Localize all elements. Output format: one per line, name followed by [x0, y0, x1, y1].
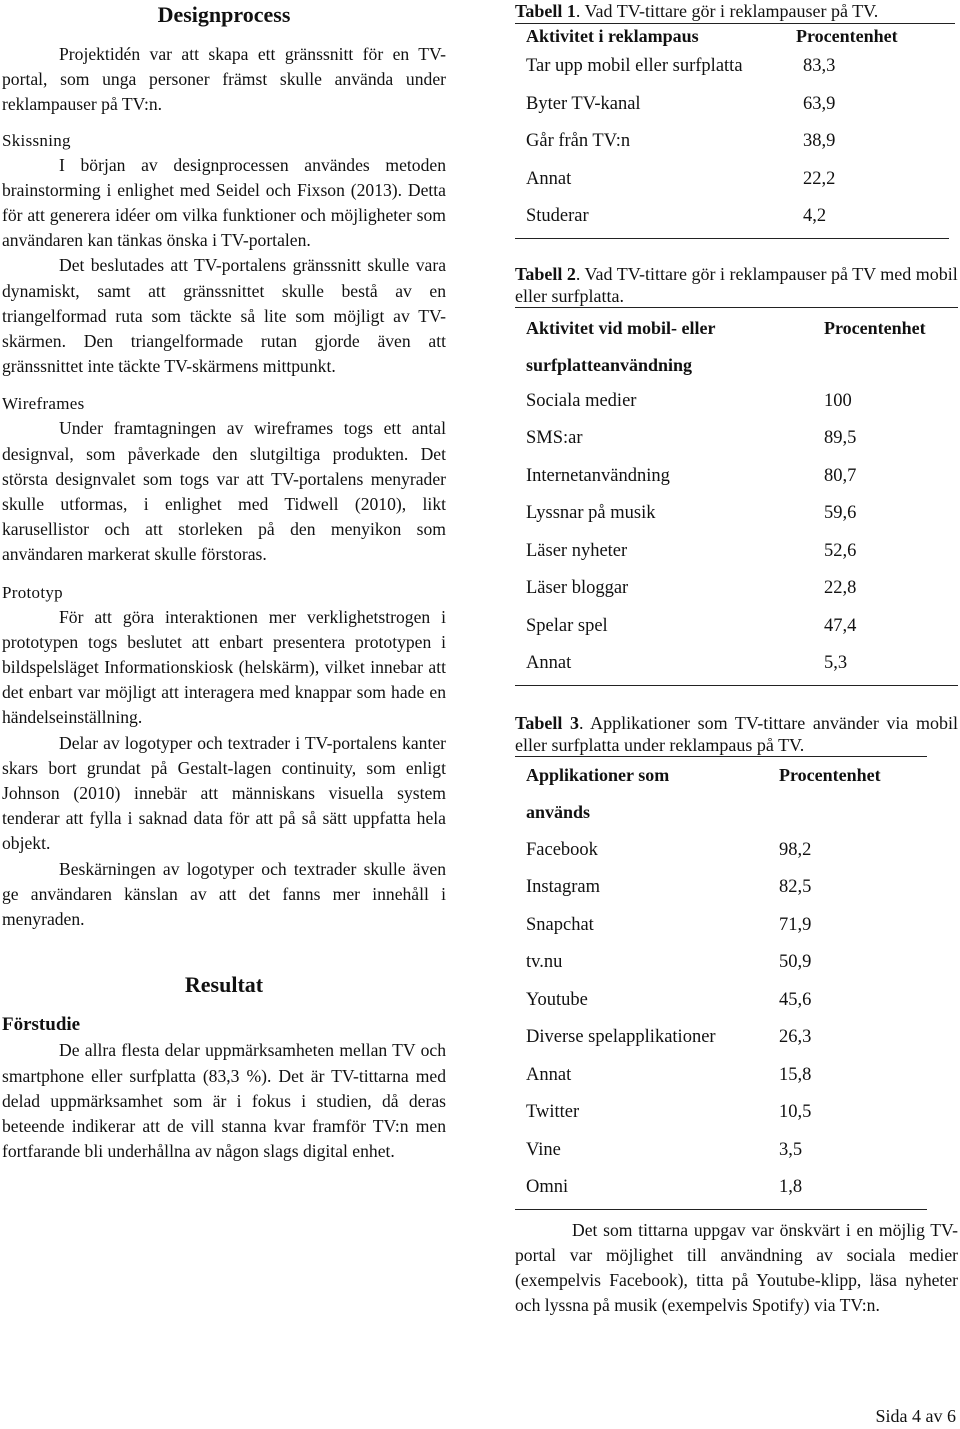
table-row: [515, 608, 958, 646]
table-cell-name: Annat: [526, 653, 572, 674]
table-row: [515, 1132, 958, 1170]
table-row: [515, 645, 958, 683]
page-number: Sida 4 av 6: [875, 1406, 956, 1426]
table-cell-value: 59,6: [824, 503, 857, 524]
table-cell-value: 50,9: [779, 952, 812, 973]
table-cell-name: Omni: [526, 1177, 569, 1198]
table-2-label: Tabell 2: [515, 263, 576, 284]
table-2-header-col1: Aktivitet vid mobil- eller: [526, 317, 716, 338]
table-cell-name: Vine: [526, 1139, 561, 1160]
table-cell-value: 22,8: [824, 578, 857, 599]
table-3-header: [515, 757, 958, 832]
table-cell-value: 5,3: [824, 653, 848, 674]
table-row: [515, 1057, 958, 1095]
table-row: [515, 570, 958, 608]
table-1-header: [515, 24, 958, 48]
table-1-caption: [515, 0, 958, 22]
table-2-body: [515, 383, 958, 683]
table-cell-name: SMS:ar: [526, 428, 583, 449]
table-row: [515, 944, 958, 982]
left-column: [2, 0, 446, 1164]
table-1-header-col1: Aktivitet i reklampaus: [526, 25, 699, 46]
table-row: [515, 383, 958, 421]
table-1-caption-text: . Vad TV-tittare gör i reklampauser på TV.: [575, 1, 879, 21]
table-cell-name: Annat: [526, 168, 572, 189]
section-heading-designprocess: Designprocess: [157, 2, 291, 27]
table-cell-name: Youtube: [526, 989, 588, 1010]
table-cell-name: Facebook: [526, 839, 598, 860]
table-cell-value: 82,5: [779, 877, 812, 898]
table-row: [515, 420, 958, 458]
right-column: [515, 0, 958, 1318]
table-cell-value: 4,2: [803, 206, 827, 227]
table-cell-name: Annat: [526, 1064, 572, 1085]
table-row: [515, 907, 958, 945]
table-row: [515, 1169, 958, 1207]
table-cell-value: 22,2: [803, 168, 836, 189]
prototyp-paragraph-2: Delar av logotyper och textrader i TV-portalens kanter skars bort grundat på Gestalt-lagen continuity, som enligt Johnson (2010) innebär att människans visuella system tenderar att fylla i saknad data för att på så sätt uppfatta hela objekt.: [2, 732, 446, 854]
table-row: [515, 123, 958, 161]
table-1-body: [515, 48, 958, 236]
table-2-caption: [515, 263, 958, 307]
wireframes-paragraph: Under framtagningen av wireframes togs ett antal designval, som påverkade den slutgiltiga produkten. Det största designvalet som togs var att TV-portalens menyrader skulle utformas, i enlighet med Tidwell (2010), likt karusellistor och att storleken på den menyikon som användaren markerat skulle förstoras.: [2, 418, 446, 565]
table-cell-name: tv.nu: [526, 952, 563, 973]
table-cell-name: Sociala medier: [526, 390, 637, 411]
subheading-wireframes: Wireframes: [2, 394, 85, 414]
section-heading-resultat: Resultat: [184, 972, 264, 998]
table-cell-name: Byter TV-kanal: [526, 93, 641, 114]
skissning-paragraph-1: I början av designprocessen användes metoden brainstorming i enlighet med Seidel och Fixson (2013). Detta för att generera idéer om vilka funktioner och möjligheter som användaren kan tänkas önska i TV-portalen.: [2, 154, 446, 251]
subheading-skissning: Skissning: [2, 130, 71, 150]
table-2: [515, 263, 958, 686]
forstudie-paragraph: De allra flesta delar uppmärksamheten mellan TV och smartphone eller surfplatta (83,3 %). Det är TV-tittarna med delad uppmärksamhet som är i fokus i studien, då deras beteende indikerar att de vill stanna kvar framför TV:n men fortfarande bli underhållna av någon slags digital enhet.: [2, 1040, 446, 1162]
table-cell-value: 83,3: [803, 56, 836, 77]
table-3-caption-text: . Applikationer som TV-tittare använder via mobil eller surfplatta under reklampaus på TV.: [515, 712, 959, 755]
table-row: [515, 458, 958, 496]
table-cell-name: Går från TV:n: [526, 131, 631, 152]
table-3-body: [515, 832, 958, 1207]
table-2-header-col2: Procentenhet: [824, 317, 926, 338]
table-cell-value: 71,9: [779, 914, 812, 935]
table-row: [515, 982, 958, 1020]
table-cell-name: Tar upp mobil eller surfplatta: [526, 56, 743, 77]
table-cell-value: 1,8: [779, 1177, 803, 1198]
table-3-header-col1b: används: [526, 801, 591, 822]
table-3-label: Tabell 3: [515, 712, 579, 733]
table-cell-name: Läser nyheter: [526, 540, 628, 561]
table-2-header-col1b: surfplatteanvändning: [526, 354, 693, 375]
table-cell-value: 52,6: [824, 540, 857, 561]
table-row: [515, 86, 958, 124]
table-2-header: [515, 308, 958, 383]
table-cell-name: Studerar: [526, 206, 589, 227]
intro-paragraph: Projektidén var att skapa ett gränssnitt för en TV-portal, som unga personer främst skulle använda under reklampauser på TV:n.: [2, 44, 446, 115]
table-row: [515, 495, 958, 533]
table-cell-value: 63,9: [803, 93, 836, 114]
table-cell-name: Läser bloggar: [526, 578, 629, 599]
table-cell-value: 45,6: [779, 989, 812, 1010]
table-cell-value: 3,5: [779, 1139, 803, 1160]
table-cell-name: Lyssnar på musik: [526, 503, 656, 524]
subheading-prototyp: Prototyp: [2, 582, 63, 602]
table-row: [515, 198, 958, 236]
subheading-forstudie: Förstudie: [2, 1014, 81, 1036]
skissning-paragraph-2: Det beslutades att TV-portalens gränssnitt skulle vara dynamiskt, samt att gränssnittet skulle bestå av en triangelformad ruta som täckte så lite som möjligt av TV-skärmen. Den triangelformade rutan gjorde även att gränssnittet inte täckte TV-skärmens mittpunkt.: [2, 255, 446, 377]
table-row: [515, 1094, 958, 1132]
table-cell-name: Twitter: [526, 1102, 580, 1123]
table-row: [515, 533, 958, 571]
table-3-header-col2: Procentenhet: [779, 764, 881, 785]
table-cell-value: 15,8: [779, 1064, 812, 1085]
prototyp-paragraph-1: För att göra interaktionen mer verklighetstrogen i prototypen togs beslutet att enbart presentera prototypen i bildspelsläget Informationskiosk (helskärm), vilket innebar att det enbart var möjligt att interagera med knappar som hade en händelseinställning.: [2, 606, 446, 728]
table-1: [515, 0, 958, 239]
table-cell-value: 47,4: [824, 615, 857, 636]
table-cell-value: 100: [824, 390, 852, 411]
table-cell-value: 38,9: [803, 131, 836, 152]
table-cell-value: 26,3: [779, 1027, 812, 1048]
table-cell-value: 80,7: [824, 465, 857, 486]
table-cell-name: Diverse spelapplikationer: [526, 1027, 716, 1048]
table-cell-name: Spelar spel: [526, 615, 608, 636]
table-cell-name: Snapchat: [526, 914, 594, 935]
table-2-caption-text: . Vad TV-tittare gör i reklampauser på TV med mobil eller surfplatta.: [515, 263, 958, 306]
table-3-caption: [515, 712, 958, 756]
table-cell-name: Instagram: [526, 877, 600, 898]
table-row: [515, 161, 958, 199]
table-row: [515, 869, 958, 907]
table-cell-value: 89,5: [824, 428, 857, 449]
table-cell-value: 10,5: [779, 1102, 812, 1123]
table-row: [515, 48, 958, 86]
summary-paragraph: Det som tittarna uppgav var önskvärt i en möjlig TV-portal var möjlighet till användning av sociala medier (exempelvis Facebook), titta på Youtube-klipp, läsa nyheter och lyssna på musik (exempelvis Spotify) via TV:n.: [515, 1219, 958, 1315]
table-3-header-col1: Applikationer som: [526, 764, 670, 785]
table-cell-name: Internetanvändning: [526, 465, 670, 486]
table-row: [515, 832, 958, 870]
table-row: [515, 1019, 958, 1057]
table-cell-value: 98,2: [779, 839, 812, 860]
table-1-label: Tabell 1: [515, 1, 576, 21]
table-1-header-col2: Procentenhet: [796, 25, 898, 46]
prototyp-paragraph-3: Beskärningen av logotyper och textrader skulle även ge användaren känslan av att det fanns mer innehåll i menyraden.: [2, 858, 446, 930]
table-3: [515, 712, 958, 1210]
